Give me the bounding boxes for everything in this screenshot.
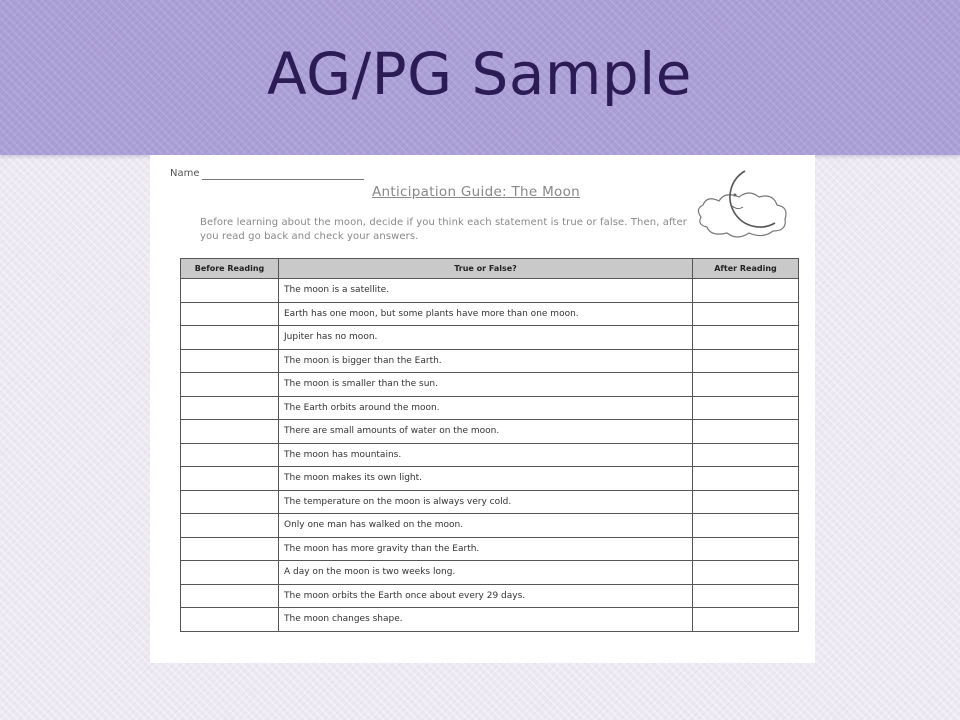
- before-reading-cell: [181, 443, 279, 467]
- before-reading-cell: [181, 561, 279, 585]
- moon-eye: [734, 194, 737, 197]
- after-reading-cell: [693, 490, 799, 514]
- statement-cell: A day on the moon is two weeks long.: [279, 561, 693, 585]
- before-reading-cell: [181, 326, 279, 350]
- statement-cell: The moon has mountains.: [279, 443, 693, 467]
- table-row: [181, 279, 799, 303]
- table-row: [181, 514, 799, 538]
- table-row: [181, 561, 799, 585]
- after-reading-cell: [693, 420, 799, 444]
- table-row: [181, 608, 799, 632]
- statement-cell: Earth has one moon, but some plants have more than one moon.: [279, 302, 693, 326]
- after-reading-cell: [693, 443, 799, 467]
- cloud-shape: [698, 193, 786, 237]
- before-reading-cell: [181, 608, 279, 632]
- table-row: [181, 373, 799, 397]
- table-row: [181, 420, 799, 444]
- before-reading-cell: [181, 373, 279, 397]
- worksheet-instructions: Before learning about the moon, decide if you think each statement is true or false. Then, after you read go back and check your answers.: [200, 217, 687, 242]
- statement-cell: The moon has more gravity than the Earth.: [279, 537, 693, 561]
- after-reading-cell: [693, 396, 799, 420]
- before-reading-cell: [181, 537, 279, 561]
- worksheet-title: Anticipation Guide: The Moon: [372, 184, 581, 200]
- before-reading-cell: [181, 396, 279, 420]
- name-line: [202, 179, 364, 180]
- statement-cell: Jupiter has no moon.: [279, 326, 693, 350]
- table-row: [181, 396, 799, 420]
- before-reading-cell: [181, 467, 279, 491]
- statement-cell: The moon is smaller than the sun.: [279, 373, 693, 397]
- statement-cell: Only one man has walked on the moon.: [279, 514, 693, 538]
- statement-cell: The moon changes shape.: [279, 608, 693, 632]
- table-row: [181, 302, 799, 326]
- worksheet-image: [150, 155, 815, 663]
- header-after-reading: After Reading: [693, 259, 799, 279]
- after-reading-cell: [693, 279, 799, 303]
- after-reading-cell: [693, 584, 799, 608]
- after-reading-cell: [693, 467, 799, 491]
- after-reading-cell: [693, 561, 799, 585]
- moon-icon: [693, 165, 793, 245]
- after-reading-cell: [693, 514, 799, 538]
- statement-cell: The moon makes its own light.: [279, 467, 693, 491]
- table-row: [181, 490, 799, 514]
- after-reading-cell: [693, 302, 799, 326]
- statement-cell: There are small amounts of water on the moon.: [279, 420, 693, 444]
- statement-cell: The Earth orbits around the moon.: [279, 396, 693, 420]
- anticipation-table: [180, 258, 799, 632]
- before-reading-cell: [181, 584, 279, 608]
- table-row: [181, 443, 799, 467]
- table-row: [181, 584, 799, 608]
- statement-cell: The moon orbits the Earth once about every 29 days.: [279, 584, 693, 608]
- header-before-reading: Before Reading: [181, 259, 279, 279]
- before-reading-cell: [181, 279, 279, 303]
- after-reading-cell: [693, 373, 799, 397]
- table-row: [181, 349, 799, 373]
- after-reading-cell: [693, 326, 799, 350]
- before-reading-cell: [181, 349, 279, 373]
- table-row: [181, 537, 799, 561]
- after-reading-cell: [693, 349, 799, 373]
- after-reading-cell: [693, 537, 799, 561]
- before-reading-cell: [181, 514, 279, 538]
- before-reading-cell: [181, 420, 279, 444]
- slide-title: AG/PG Sample: [267, 40, 692, 108]
- statement-cell: The temperature on the moon is always very cold.: [279, 490, 693, 514]
- before-reading-cell: [181, 302, 279, 326]
- table-row: [181, 467, 799, 491]
- table-header-row: [181, 259, 799, 279]
- before-reading-cell: [181, 490, 279, 514]
- header-band: [0, 0, 960, 155]
- after-reading-cell: [693, 608, 799, 632]
- name-label: Name: [170, 168, 200, 179]
- statement-cell: The moon is a satellite.: [279, 279, 693, 303]
- header-true-or-false: True or False?: [279, 259, 693, 279]
- table-row: [181, 326, 799, 350]
- statement-cell: The moon is bigger than the Earth.: [279, 349, 693, 373]
